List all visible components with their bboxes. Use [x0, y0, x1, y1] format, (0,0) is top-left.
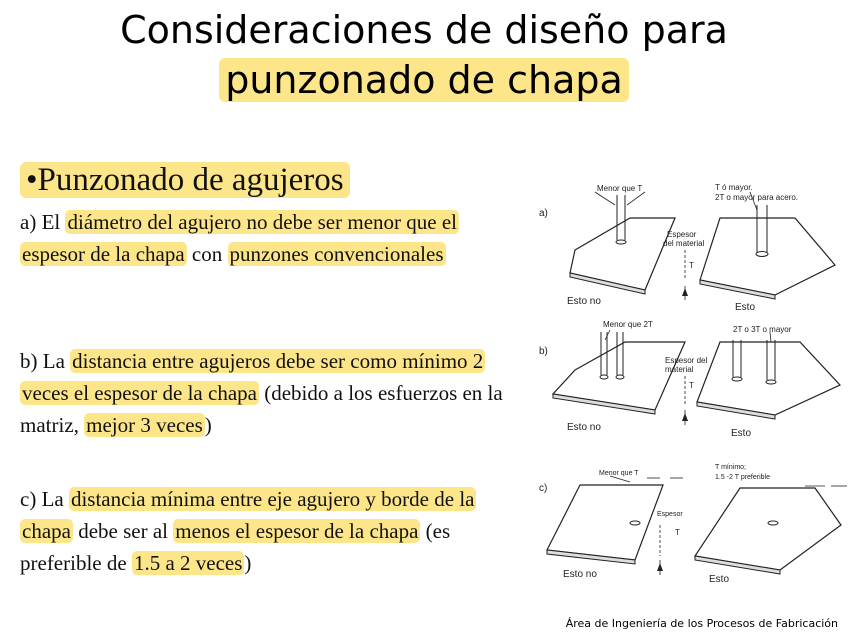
panel-a-label-T: T [689, 261, 694, 270]
diagram-panel-c [539, 464, 847, 585]
slide-title-line1: Consideraciones de diseño para [120, 8, 728, 52]
rule-text: debe ser al [72, 519, 174, 543]
rule-text: c) La [20, 487, 69, 511]
panel-a-label-no: Esto no [567, 296, 601, 307]
panel-b-label-no: Esto no [567, 422, 601, 433]
panel-c-label-no: Esto no [563, 569, 597, 580]
diagram-panel-a [539, 183, 835, 313]
panel-b-letter: b) [539, 346, 548, 357]
rule-a [20, 206, 520, 270]
rule-text: ) [244, 551, 252, 575]
panel-b-label-yes: Esto [731, 428, 752, 439]
diagram-panel-b [539, 320, 840, 439]
slide-title-line2 [0, 56, 848, 104]
highlighted-text: menos el espesor de la chapa [175, 519, 419, 543]
panel-b-label-left: Menor que 2T [603, 320, 653, 329]
rule-b [20, 345, 520, 441]
rule-c [20, 483, 520, 579]
rule-text: a) El [20, 210, 66, 234]
panel-b-label-T: T [689, 381, 694, 390]
panel-a-label-yes: Esto [735, 302, 756, 313]
slide-title-highlight: punzonado de chapa [219, 58, 629, 102]
panel-a-letter: a) [539, 208, 548, 219]
panel-c-label-thickness: Espesor [657, 511, 683, 518]
panel-b-label-thickness-2: material [665, 365, 694, 374]
panel-c-label-T: T [675, 528, 680, 537]
highlighted-text: mejor 3 veces [86, 413, 203, 437]
highlighted-text: punzones convencionales [229, 242, 444, 266]
highlighted-text: distancia mínima entre eje agujero y borde de la chapa [22, 487, 475, 543]
panel-a-label-right-1: T ó mayor. [715, 183, 753, 192]
punching-diagram [535, 180, 848, 600]
panel-c-label-left: Menor que T [599, 470, 639, 477]
highlighted-text: 1.5 a 2 veces [133, 551, 243, 575]
footer-credit: Área de Ingeniería de los Procesos de Fabricación [565, 617, 838, 630]
rule-text: (debido a los esfuerzos en la matriz, [20, 381, 503, 437]
panel-a-label-right-2: 2T o mayor para acero. [715, 193, 799, 202]
panel-a-label-left: Menor que T [597, 184, 643, 193]
panel-c-label-right-1: T mínimo; [715, 464, 746, 471]
section-heading-text: •Punzonado de agujeros [20, 162, 350, 198]
panel-c-label-yes: Esto [709, 574, 730, 585]
panel-a-label-thickness-2: del material [663, 239, 705, 248]
rule-text: con [186, 242, 228, 266]
panel-c-label-right-2: 1.5 -2 T preferible [715, 474, 770, 481]
panel-a-label-thickness-1: Espesor [667, 230, 697, 239]
panel-c-letter: c) [539, 483, 548, 494]
panel-b-label-right: 2T o 3T o mayor [733, 325, 792, 334]
section-heading [20, 158, 350, 202]
rule-text: b) La [20, 349, 71, 373]
rule-text: (es preferible de [20, 519, 451, 575]
panel-b-label-thickness-1: Espesor del [665, 356, 708, 365]
highlighted-text: distancia entre agujeros debe ser como mínimo 2 veces el espesor de la chapa [22, 349, 484, 405]
rule-text: ) [204, 413, 212, 437]
highlighted-text: diámetro del agujero no debe ser menor que el espesor de la chapa [22, 210, 457, 266]
